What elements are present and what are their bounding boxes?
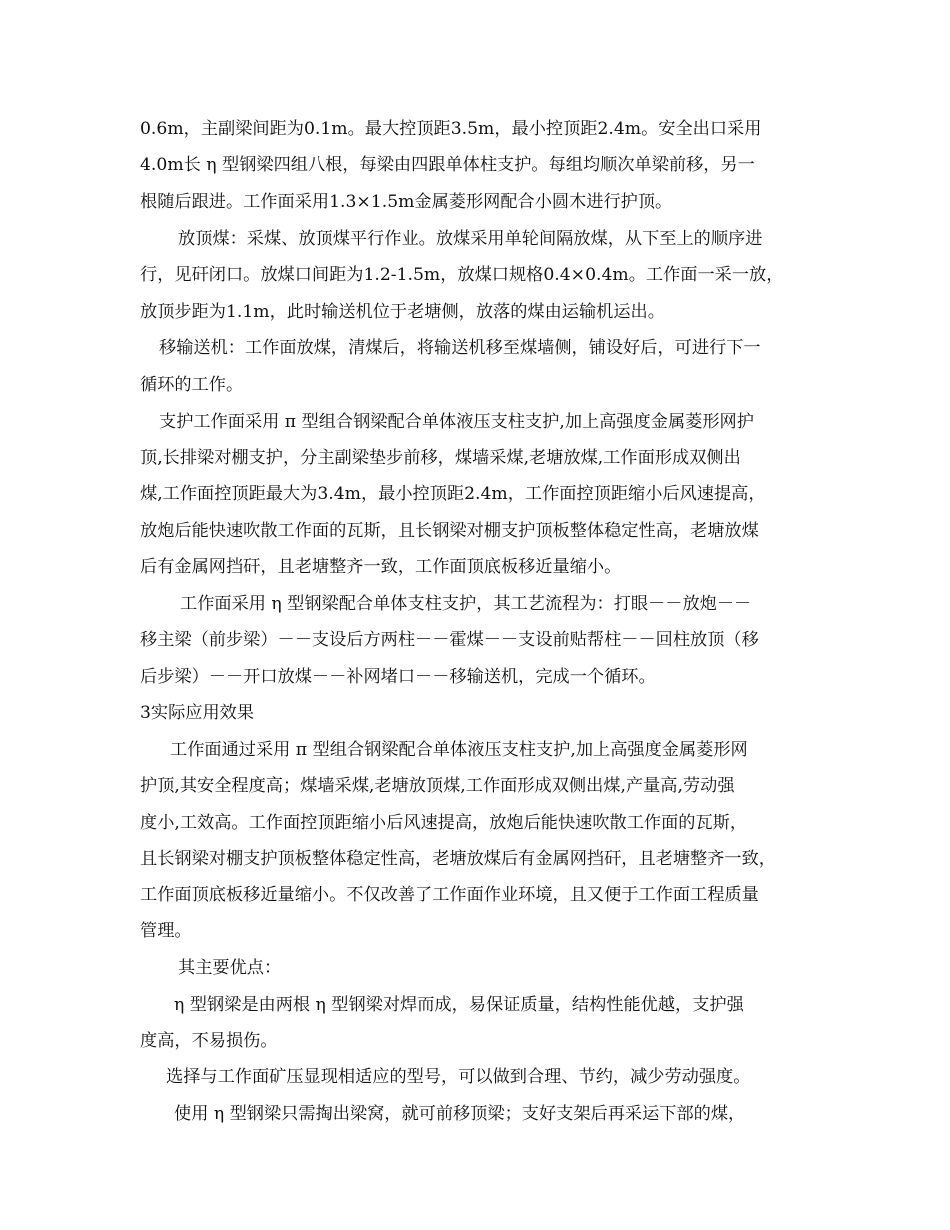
text-line: 且长钢梁对棚支护顶板整体稳定性高，老塘放煤后有金属网挡矸，且老塘整齐一致， [140,849,776,869]
text-line: 顶,长排梁对棚支护，分主副梁垫步前移，煤墙采煤,老塘放煤,工作面形成双侧出 [140,448,741,468]
text-line: 移输送机：工作面放煤，清煤后，将输送机移至煤墙侧，铺设好后，可进行下一 [159,338,761,358]
text-line: 使用 η 型钢梁只需掏出梁窝，就可前移顶梁；支好支架后再采运下部的煤， [174,1104,746,1124]
text-line: 放顶步距为1.1m，此时输送机位于老塘侧，放落的煤由运输机运出。 [140,302,665,322]
text-line: 护顶,其安全程度高；煤墙采煤,老塘放顶煤,工作面形成双侧出煤,产量高,劳动强 [140,776,735,796]
text-line: 根随后跟进。工作面采用1.3×1.5m金属菱形网配合小圆木进行护顶。 [140,192,673,212]
text-line: 管理。 [140,921,192,941]
text-line: 度高，不易损伤。 [140,1031,278,1051]
text-line: 后步梁）－－开口放煤－－补网堵口－－移输送机，完成一个循环。 [140,667,656,687]
text-line: 其主要优点： [178,958,282,978]
text-line: 度小,工效高。工作面控顶距缩小后风速提高，放炮后能快速吹散工作面的瓦斯， [140,813,748,833]
text-line: 工作面通过采用 π 型组合钢梁配合单体液压支柱支护,加上高强度金属菱形网 [170,740,748,760]
text-line: 0.6m，主副梁间距为0.1m。最大控顶距3.5m，最小控顶距2.4m。安全出口采用 [140,119,762,139]
text-line: 支护工作面采用 π 型组合钢梁配合单体液压支柱支护,加上高强度金属菱形网护 [159,412,754,432]
text-line: 循环的工作。 [140,375,244,395]
text-line: 工作面采用 η 型钢梁配合单体支柱支护，其工艺流程为：打眼－－放炮－－ [180,594,752,614]
text-line: 移主梁（前步梁）－－支设后方两柱－－霍煤－－支设前贴帮柱－－回柱放顶（移 [140,630,759,650]
text-line: η 型钢梁是由两根 η 型钢梁对焊而成，易保证质量，结构性能优越，支护强 [174,995,744,1015]
text-line: 放顶煤：采煤、放顶煤平行作业。放煤采用单轮间隔放煤，从下至上的顺序进 [178,229,763,249]
text-line: 4.0m长 η 型钢梁四组八根，每梁由四跟单体柱支护。每组均顺次单梁前移，另一 [140,155,755,175]
text-line: 后有金属网挡矸，且老塘整齐一致，工作面顶底板移近量缩小。 [140,557,622,577]
text-line: 煤,工作面控顶距最大为3.4m，最小控顶距2.4m，工作面控顶距缩小后风速提高， [140,484,766,504]
section-heading: 3实际应用效果 [140,703,255,723]
text-line: 工作面顶底板移近量缩小。不仅改善了工作面作业环境，且又便于工作面工程质量 [140,885,759,905]
text-line: 选择与工作面矿压显现相适应的型号，可以做到合理、节约，减少劳动强度。 [166,1067,751,1087]
text-line: 放炮后能快速吹散工作面的瓦斯，且长钢梁对棚支护顶板整体稳定性高，老塘放煤 [140,521,759,541]
text-line: 行，见矸闭口。放煤口间距为1.2-1.5m，放煤口规格0.4×0.4m。工作面一采一放， [140,265,784,285]
